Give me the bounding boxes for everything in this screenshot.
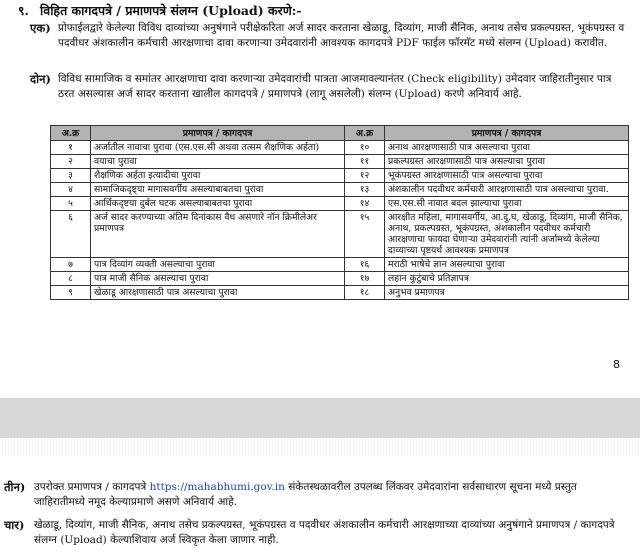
table-row	[51, 211, 629, 258]
paragraph-text-after: संकेतस्थळावरील उपलब्ध लिंकवर उमेदवारांना सर्वसाधारण सूचना मध्ये प्रस्तुत जाहिरातीमध्ये नमूद केल्याप्रमाणे असणे अनिवार्य आहे.	[34, 481, 577, 508]
cell-document: अर्जातील नावाचा पुरावा (एस.एस.सी अथवा तत्सम शैक्षणिक अर्हता)	[91, 141, 345, 155]
cell-sr-no: ५	[51, 197, 91, 211]
paragraph-text: विविध सामाजिक व समांतर आरक्षणाचा दावा करणाऱ्या उमेदवारांची पात्रता आजमावल्यानंतर (Check eligibility) उमेदवार जाहिरातीनुसार पात्र ठरत असल्यास अर्ज सादर करताना खालील कागदपत्रे / प्रमाणपत्रे (लागू असलेली) संलग्न (Upload) करणे अनिवार्य आहे.	[58, 73, 612, 100]
table-row	[51, 183, 629, 197]
table-row	[51, 197, 629, 211]
header-document: प्रमाणपत्र / कागदपत्र	[91, 126, 345, 141]
cell-document: लहान कुटुंबाचे प्रतिज्ञापत्र	[385, 272, 629, 286]
header-sr-no: अ.क्र	[345, 126, 385, 141]
table-row	[51, 141, 629, 155]
paragraph-text: खेळाडू, दिव्यांग, माजी सैनिक, अनाथ तसेच प्रकल्पग्रस्त, भूकंपग्रस्त व पदवीधर अंशकालीन कर्मचारी आरक्षणाच्या दाव्यांच्या अनुषंगाने प्रमाणपत्र / कागदपत्रे संलग्न (Upload) केल्याशिवाय अर्ज स्विकृत केला जाणार नाही.	[34, 519, 615, 546]
cell-document: खेळाडू आरक्षणासाठी पात्र असल्याचा पुरावा	[91, 286, 345, 300]
cell-sr-no: १६	[345, 258, 385, 272]
paragraph-text-before: उपरोक्त प्रमाणपत्र / कागदपत्रे	[34, 481, 147, 493]
cell-document: सामाजिकदृष्ट्या मागासवर्गीय असल्याबाबतचा पुरावा	[91, 183, 345, 197]
cell-document: मराठी भाषेचे ज्ञान असल्याचा पुरावा	[385, 258, 629, 272]
cell-document: एस.एस.सी नावात बदल झाल्याचा पुरावा	[385, 197, 629, 211]
cell-sr-no: १४	[345, 197, 385, 211]
cell-document: अनुभव प्रमाणपत्र	[385, 286, 629, 300]
paragraph-three	[4, 480, 628, 509]
cell-sr-no: ११	[345, 155, 385, 169]
cell-sr-no: ४	[51, 183, 91, 197]
page-separator	[0, 398, 640, 438]
cell-document: अंशकालीन पदवीधर कर्मचारी आरक्षणासाठी पात्र असल्याचा पुरावा.	[385, 183, 629, 197]
cell-document: अर्ज सादर करण्याच्या अंतिम दिनांकास वैध असणारे नॉन क्रिमीलेअर प्रमाणपत्र	[91, 211, 345, 258]
cell-document: शैक्षणिक अर्हता इत्यादीचा पुरावा	[91, 169, 345, 183]
table-header-row	[51, 126, 629, 141]
cell-sr-no: ८	[51, 272, 91, 286]
cell-sr-no: ७	[51, 258, 91, 272]
cell-document: भूकंपग्रस्त आरक्षणासाठी पात्र असल्याचा पुरावा	[385, 169, 629, 183]
section-heading	[18, 2, 302, 19]
cell-sr-no: ३	[51, 169, 91, 183]
cell-sr-no: १	[51, 141, 91, 155]
paragraph-four	[4, 518, 628, 547]
cell-sr-no: १०	[345, 141, 385, 155]
cell-sr-no: ९	[51, 286, 91, 300]
cell-sr-no: २	[51, 155, 91, 169]
cell-document: पात्र दिव्यांग व्यक्ती असल्याचा पुरावा	[91, 258, 345, 272]
cell-sr-no: १५	[345, 211, 385, 258]
cell-document: आरक्षीत महिला, मागासवर्गीय, आ.दु.घ, खेळाडू, दिव्यांग, माजी सैनिक, अनाथ, प्रकल्पग्रस्त, भूकंपग्रस्त, अंशकालीन पदवीधर कर्मचारी आरक्षणाचा फायदा घेणाऱ्या उमेदवारांनी त्यांनी अर्जामध्ये केलेल्या दाव्याच्या पृष्टयर्थ आवश्यक प्रमाणपत्र	[385, 211, 629, 258]
table-row	[51, 286, 629, 300]
cell-document: आर्थिकदृष्टया दुर्बल घटक असल्याबाबतचा पुरावा	[91, 197, 345, 211]
paragraph-two	[30, 72, 630, 101]
section-title: विहित कागदपत्रे / प्रमाणपत्रे संलग्न (Upload) करणे:-	[40, 3, 302, 18]
cell-sr-no: १७	[345, 272, 385, 286]
cell-document: प्रकल्पग्रस्त आरक्षणासाठी पात्र असल्याचा पुरावा	[385, 155, 629, 169]
cell-document: वयाचा पुरावा	[91, 155, 345, 169]
cell-sr-no: ६	[51, 211, 91, 258]
table-row	[51, 258, 629, 272]
documents-table	[50, 125, 629, 300]
table-row	[51, 169, 629, 183]
cell-sr-no: १३	[345, 183, 385, 197]
paragraph-label: चार)	[4, 518, 25, 532]
cell-sr-no: १२	[345, 169, 385, 183]
table-row	[51, 155, 629, 169]
paragraph-label: तीन)	[4, 480, 26, 494]
paragraph-label: दोन)	[30, 72, 51, 86]
paragraph-one	[30, 21, 630, 50]
page-edge	[0, 438, 640, 456]
mahabhumi-link[interactable]: https://mahabhumi.gov.in	[149, 481, 285, 493]
header-document: प्रमाणपत्र / कागदपत्र	[385, 126, 629, 141]
section-number: ९.	[18, 3, 29, 18]
cell-sr-no: १८	[345, 286, 385, 300]
paragraph-text: प्रोफाईलद्वारे केलेल्या विविध दाव्यांच्या अनुषंगाने परीक्षेकरिता अर्ज सादर करताना खेळाडू, दिव्यांग, माजी सैनिक, अनाथ तसेच प्रकल्पग्रस्त, भूकंपग्रस्त व पदवीधर अंशकालीन कर्मचारी आरक्षणाचा दावा करणाऱ्या उमेदवारांनी आवश्यक कागदपत्रे PDF फाईल फॉरमॅट मध्ये संलग्न (Upload) करावीत.	[58, 22, 625, 49]
table-body	[51, 141, 629, 300]
paragraph-text	[34, 480, 628, 509]
header-sr-no: अ.क्र	[51, 126, 91, 141]
cell-document: पात्र माजी सैनिक असल्याचा पुरावा	[91, 272, 345, 286]
paragraph-label: एक)	[30, 21, 51, 35]
table-row	[51, 272, 629, 286]
cell-document: अनाथ आरक्षणासाठी पात्र असल्याचा पुरावा	[385, 141, 629, 155]
document-page-next	[0, 438, 640, 560]
page-number: 8	[613, 358, 620, 371]
